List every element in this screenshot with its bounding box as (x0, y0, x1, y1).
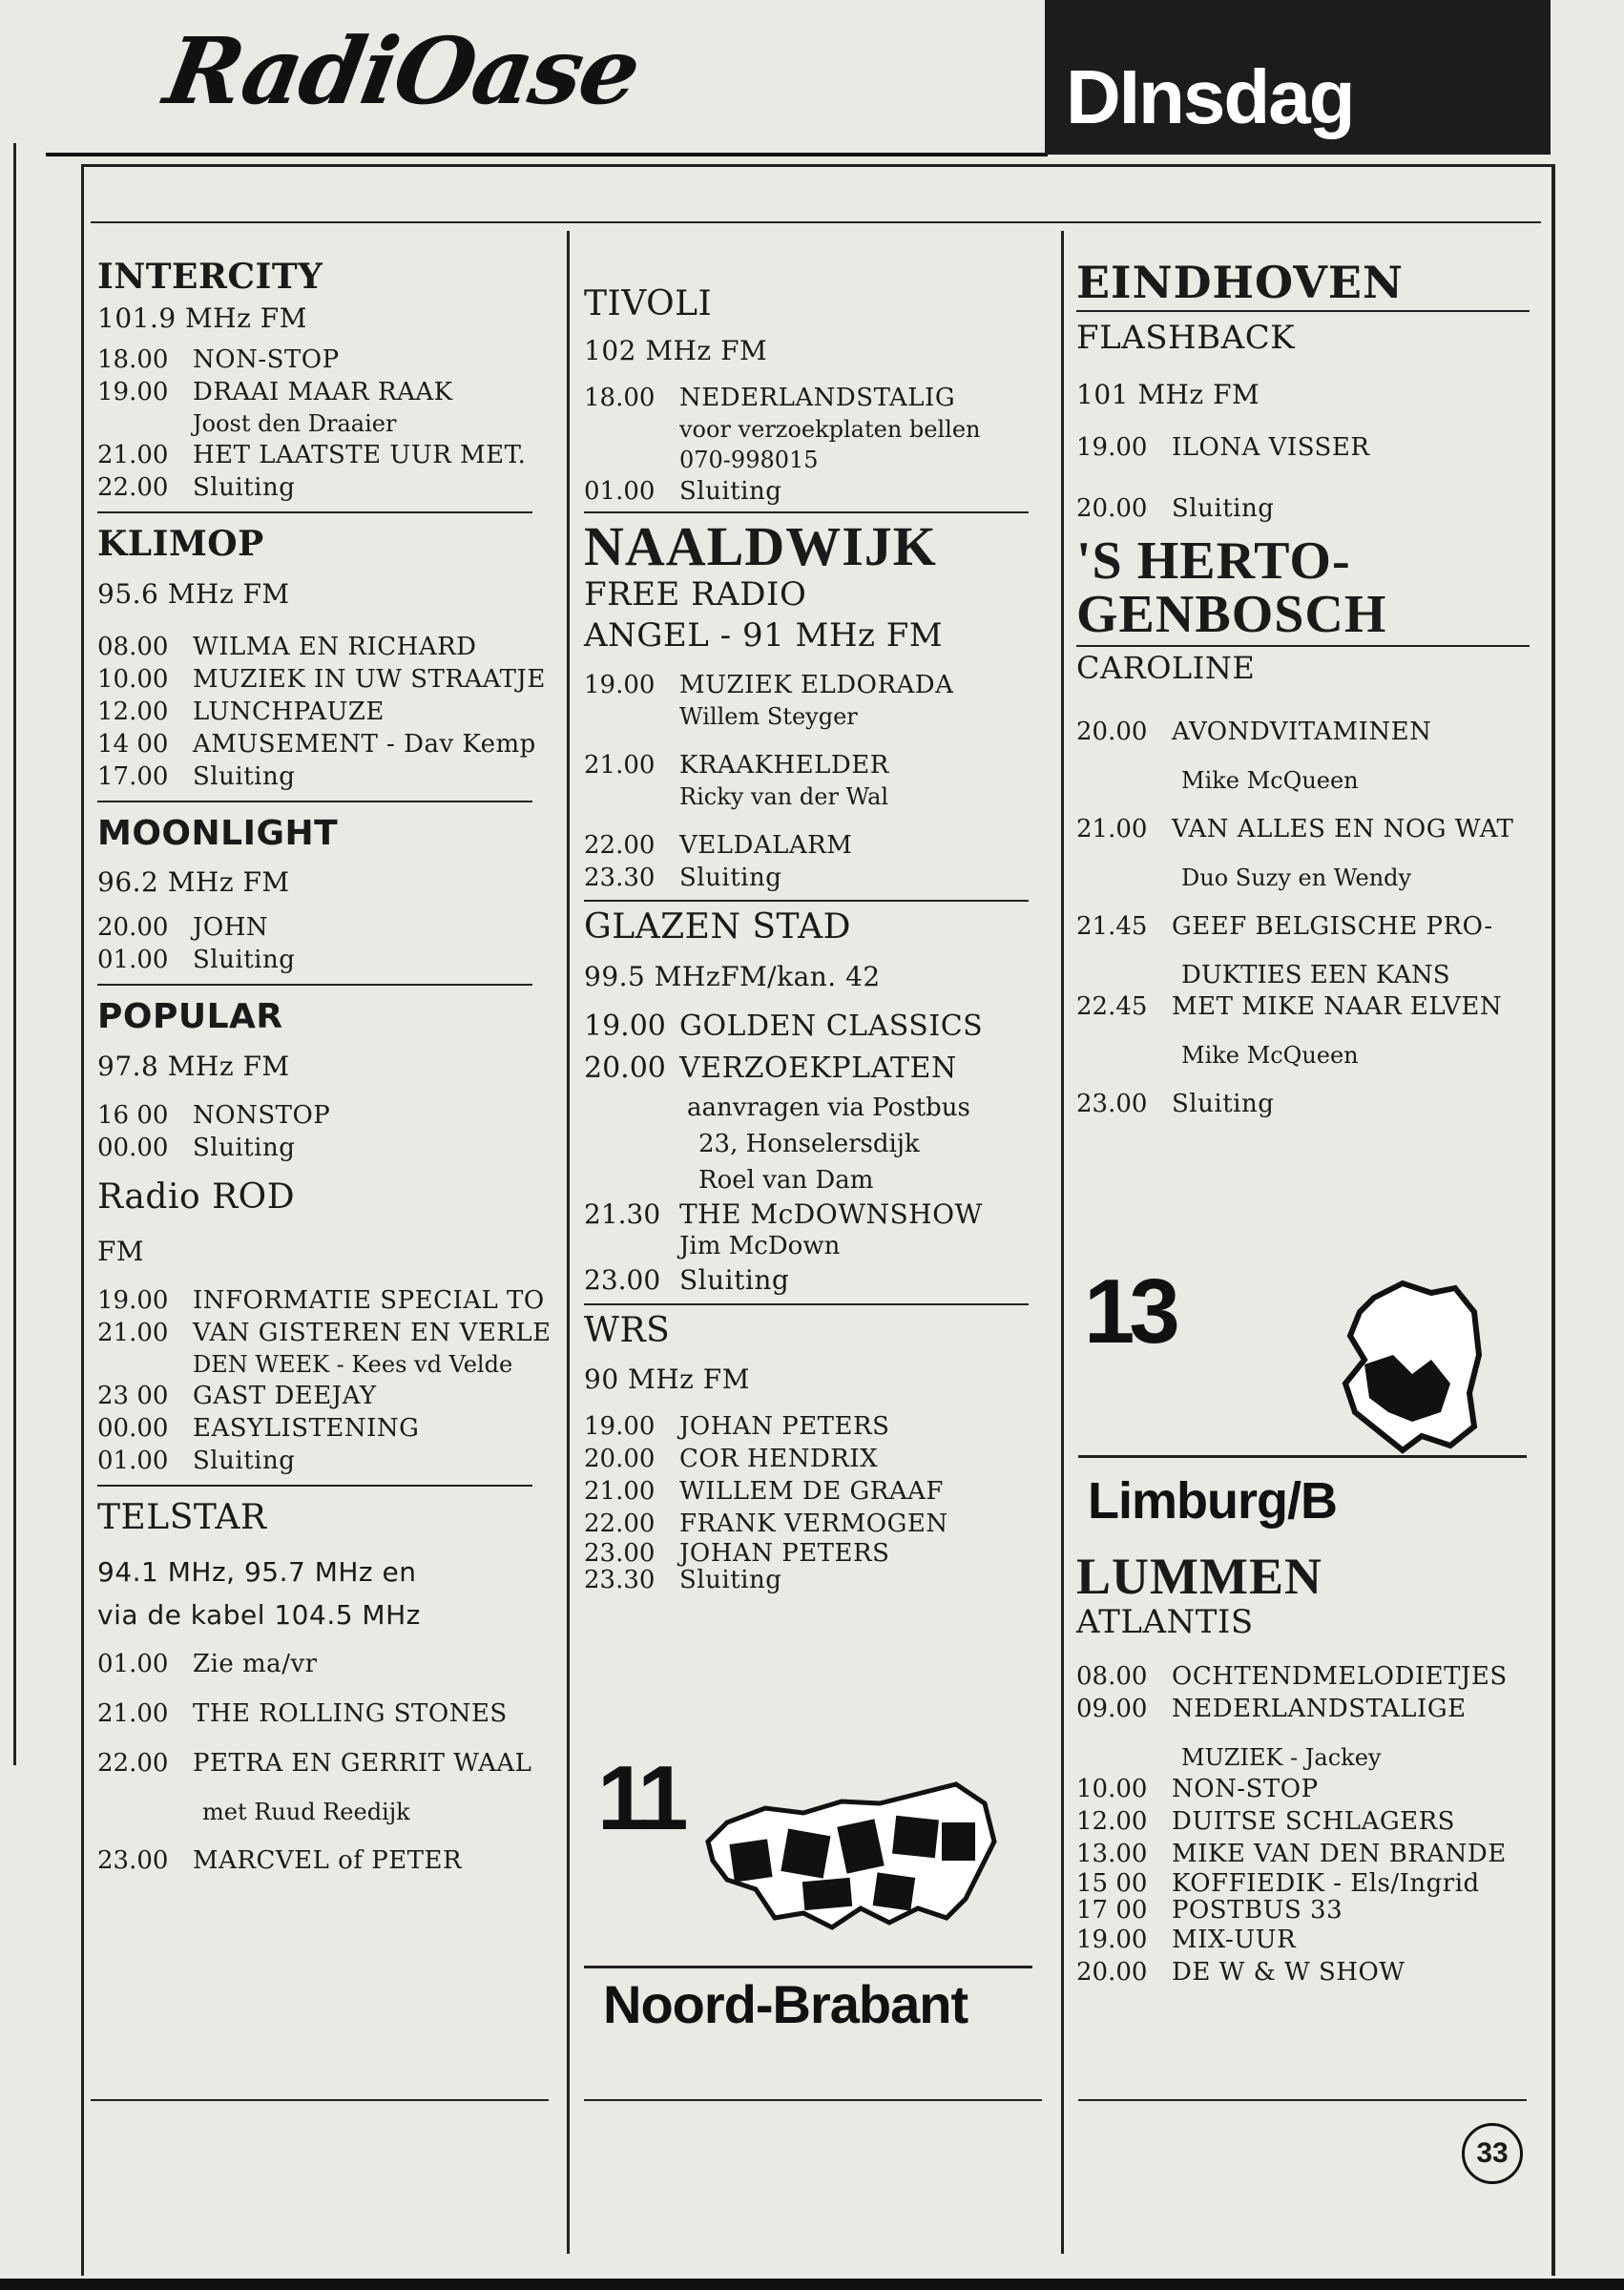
radiOase-logo: RadiOase (157, 17, 647, 125)
list-item (97, 1445, 555, 1477)
footer-rule-3 (1078, 2099, 1527, 2101)
list-item (584, 1261, 1051, 1300)
program: EASYLISTENING (193, 1413, 420, 1443)
spacer (1076, 845, 1553, 863)
list-item (97, 1380, 555, 1412)
station-klimop (97, 525, 555, 792)
region-rule (584, 1966, 1032, 1968)
list-item (1076, 492, 1553, 525)
time: 21.00 (1076, 815, 1148, 844)
day-banner (1045, 0, 1551, 155)
list-item (97, 911, 555, 944)
program: GOLDEN CLASSICS (679, 1009, 984, 1043)
station-name: Radio ROD (97, 1176, 296, 1217)
list-item (97, 1284, 555, 1317)
region-noord-brabant (584, 1746, 1032, 2032)
time: 20.00 (1076, 1957, 1148, 1987)
program: Sluiting (1172, 494, 1275, 524)
time: 21.30 (584, 1197, 661, 1230)
list-item (97, 1317, 555, 1349)
program: NON-STOP (1172, 1774, 1319, 1803)
frequency: 90 MHz FM (584, 1364, 750, 1396)
list-item (584, 862, 1051, 894)
divider (1076, 645, 1530, 647)
spacer (1076, 464, 1553, 492)
list-item (584, 382, 1051, 414)
region-number: 11 (597, 1747, 683, 1849)
program: GAST DEEJAY (193, 1381, 377, 1410)
list-item (584, 475, 1051, 508)
time: 21.00 (584, 751, 656, 781)
time: 22.00 (584, 1509, 656, 1539)
time: 01.00 (584, 477, 656, 507)
list-item (1076, 1956, 1553, 1988)
frequency: 95.6 MHz FM (97, 577, 290, 610)
program: COR HENDRIX (679, 1445, 879, 1474)
time: 14 00 (97, 729, 169, 759)
station-name: MOONLIGHT (97, 813, 339, 853)
time: 23.30 (584, 864, 656, 893)
station-tivoli (584, 284, 1051, 508)
list-item (1076, 1773, 1553, 1805)
time: 19.00 (584, 1009, 666, 1043)
list-item (97, 1844, 555, 1877)
spacer (97, 1780, 555, 1797)
program: NEDERLANDSTALIG (679, 384, 956, 413)
station-wrs (584, 1311, 1051, 1593)
presenter: Mike McQueen (1181, 767, 1359, 795)
divider (97, 984, 532, 986)
time: 01.00 (97, 1650, 169, 1679)
program: VAN ALLES EN NOG WAT (1172, 815, 1514, 844)
station-name: FREE RADIO (584, 575, 807, 614)
program: INFORMATIE SPECIAL TO (193, 1285, 545, 1315)
time: 17 00 (1076, 1895, 1148, 1925)
header-rule (46, 153, 1048, 156)
presenter: Ricky van der Wal (679, 783, 889, 811)
station-telstar (97, 1498, 555, 1877)
city-name: EINDHOVEN (1076, 257, 1405, 308)
list-item (97, 728, 555, 760)
list-item (97, 1412, 555, 1445)
program: JOHAN PETERS (679, 1539, 890, 1569)
station-name-frequency: ANGEL - 91 MHz FM (584, 615, 944, 655)
list-item (1076, 910, 1553, 943)
region-number: 13 (1084, 1260, 1175, 1363)
presenter: MUZIEK - Jackey (1181, 1743, 1382, 1771)
time: 21.00 (97, 441, 169, 470)
list-item (97, 376, 555, 408)
program: THE McDOWNSHOW (679, 1197, 983, 1230)
time: 19.00 (584, 671, 656, 700)
list-item (97, 760, 555, 793)
time: 15 00 (1076, 1868, 1148, 1898)
column-2 (584, 284, 1051, 1593)
program: Sluiting (679, 1263, 790, 1296)
program: Sluiting (193, 761, 296, 791)
spacer (584, 732, 1051, 749)
list-item (1076, 1924, 1553, 1956)
time: 21.00 (584, 1477, 656, 1507)
station-popular (97, 997, 555, 1163)
list-item (584, 1006, 1051, 1048)
time: 22.00 (584, 831, 656, 861)
divider (584, 900, 1029, 902)
program: THE ROLLING STONES (193, 1699, 508, 1729)
program: VAN GISTEREN EN VERLE (193, 1318, 552, 1347)
time: 12.00 (1076, 1806, 1148, 1836)
program: FRANK VERMOGEN (679, 1509, 948, 1539)
spacer (1076, 1725, 1553, 1742)
page-bottom-edge (0, 2279, 1624, 2290)
page-edge (0, 143, 16, 1765)
program: OCHTENDMELODIETJES (1172, 1661, 1508, 1691)
program: VELDALARM (679, 831, 853, 861)
time: 23.00 (97, 1846, 169, 1876)
city-name-line1: 'S HERTO- (1076, 531, 1351, 592)
time: 19.00 (97, 1285, 169, 1315)
region-rule (1078, 1455, 1527, 1458)
station-name: POPULAR (97, 997, 283, 1037)
city-name-line2: GENBOSCH (1076, 585, 1387, 645)
list-item (1076, 1870, 1553, 1897)
program: HET LAATSTE UUR MET. (193, 441, 527, 470)
frequency: 101 MHz FM (1076, 379, 1260, 411)
time: 20.00 (97, 913, 169, 943)
program: Sluiting (1172, 1090, 1275, 1119)
presenter: Willem Steyger (679, 703, 858, 731)
time: 22.00 (97, 473, 169, 503)
time: 22.45 (1076, 992, 1148, 1022)
program-continued: DUKTIES EEN KANS (1181, 961, 1450, 990)
list-item (97, 1747, 555, 1780)
program: MUZIEK ELDORADA (679, 671, 954, 700)
page-number: 33 (1462, 2123, 1523, 2184)
program: Zie ma/vr (193, 1650, 318, 1679)
frequency-cable: via de kabel 104.5 MHz (97, 1599, 421, 1632)
list-item (584, 829, 1051, 862)
time: 19.00 (1076, 433, 1148, 463)
city-name: NAALDWIJK (584, 515, 937, 578)
time: 21.00 (97, 1699, 169, 1729)
list-item (97, 471, 555, 504)
note: voor verzoekplaten bellen (679, 416, 981, 444)
station-name: WRS (584, 1310, 671, 1350)
program: LUNCHPAUZE (193, 697, 385, 726)
time: 23.30 (584, 1566, 656, 1595)
list-item (97, 944, 555, 976)
time: 20.00 (1076, 718, 1148, 747)
list-item (584, 1475, 1051, 1508)
time: 13.00 (1076, 1839, 1148, 1868)
time: 20.00 (584, 1051, 666, 1085)
time: 19.00 (584, 1412, 656, 1442)
region-name: Noord-Brabant (603, 1974, 968, 2034)
time: 23 00 (97, 1381, 169, 1410)
station-name: TELSTAR (97, 1497, 267, 1537)
list-item (584, 749, 1051, 781)
list-item (584, 1198, 1051, 1231)
list-item (1076, 990, 1553, 1023)
city-naaldwijk (584, 515, 1051, 894)
program: KRAAKHELDER (679, 751, 889, 781)
program: MIKE VAN DEN BRANDE (1172, 1839, 1507, 1868)
time: 22.00 (97, 1749, 169, 1779)
city-lummen (1076, 1548, 1553, 1988)
program: MIX-UUR (1172, 1925, 1297, 1954)
presenter: Jim McDown (679, 1231, 841, 1260)
program: KOFFIEDIK - Els/Ingrid (1172, 1868, 1480, 1898)
phone-number: 070-998015 (679, 447, 819, 474)
presenter: Mike McQueen (1181, 1042, 1359, 1070)
divider (1076, 310, 1530, 312)
time: 20.00 (584, 1445, 656, 1474)
program: POSTBUS 33 (1172, 1895, 1343, 1925)
address: 23, Honselersdijk (698, 1129, 920, 1158)
program: WILLEM DE GRAAF (679, 1477, 944, 1507)
city-name: LUMMEN (1076, 1548, 1322, 1605)
station-moonlight (97, 814, 555, 976)
region-limburg-b (1078, 1260, 1536, 1536)
program: Sluiting (679, 1566, 782, 1595)
station-glazen-stad (584, 907, 1051, 1299)
divider (97, 1485, 532, 1487)
program: ILONA VISSER (1172, 433, 1370, 463)
spacer (1076, 943, 1553, 960)
station-name: GLAZEN STAD (584, 907, 851, 947)
time: 16 00 (97, 1100, 169, 1130)
list-item (97, 439, 555, 471)
time: 18.00 (584, 384, 656, 413)
region-name: Limburg/B (1088, 1472, 1337, 1530)
time: 08.00 (97, 632, 169, 661)
station-name: KLIMOP (97, 524, 264, 565)
time: 08.00 (1076, 1661, 1148, 1691)
spacer (1076, 748, 1553, 765)
city-s-hertogenbosch (1076, 531, 1553, 1120)
top-rule (91, 221, 1541, 223)
program: JOHN (193, 913, 269, 943)
frequency: 96.2 MHz FM (97, 866, 290, 899)
time: 20.00 (1076, 494, 1148, 524)
column-3 (1076, 258, 1553, 1120)
list-item (584, 1443, 1051, 1475)
program: PETRA EN GERRIT WAAL (193, 1749, 532, 1779)
program: VERZOEKPLATEN (679, 1051, 957, 1085)
program: NONSTOP (193, 1100, 331, 1130)
spacer (1076, 687, 1553, 716)
presenter: Roel van Dam (698, 1165, 874, 1195)
list-item (1076, 813, 1553, 845)
station-name: ATLANTIS (1076, 1603, 1254, 1641)
program: DRAAI MAAR RAAK (193, 378, 453, 407)
spacer (1076, 1071, 1553, 1088)
presenter: met Ruud Reedijk (202, 1799, 410, 1826)
time: 23.00 (584, 1263, 661, 1296)
spacer (97, 1680, 555, 1697)
spacer (97, 1827, 555, 1844)
station-name: CAROLINE (1076, 650, 1256, 687)
program: MUZIEK IN UW STRAATJE (193, 664, 546, 694)
list-item (1076, 1838, 1553, 1870)
time: 19.00 (97, 378, 169, 407)
station-name: TIVOLI (584, 284, 713, 323)
note: aanvragen via Postbus (687, 1093, 970, 1122)
footer-rule-2 (584, 2099, 1042, 2101)
city-eindhoven (1076, 258, 1553, 525)
program: Sluiting (193, 473, 296, 503)
noord-brabant-map-icon (689, 1765, 1004, 1956)
spacer (1076, 893, 1553, 910)
list-item (1076, 1088, 1553, 1120)
frequency: FM (97, 1235, 145, 1267)
presenter: DEN WEEK - Kees vd Velde (193, 1350, 513, 1378)
time: 17.00 (97, 761, 169, 791)
list-item (584, 1410, 1051, 1443)
spacer (1076, 1023, 1553, 1040)
time: 10.00 (1076, 1774, 1148, 1803)
time: 00.00 (97, 1413, 169, 1443)
column-divider-2 (1061, 231, 1064, 2254)
divider (97, 801, 532, 802)
program: AMUSEMENT - Dav Kemp (193, 729, 536, 759)
presenter: Duo Suzy en Wendy (1181, 864, 1412, 892)
divider (584, 1303, 1029, 1305)
program: Sluiting (193, 946, 296, 975)
frequency: 101.9 MHz FM (97, 302, 307, 335)
day-label: DInsdag (1066, 54, 1354, 139)
list-item (97, 1099, 555, 1132)
station-name: FLASHBACK (1076, 318, 1296, 357)
station-name: INTERCITY (97, 257, 323, 297)
station-radio-rod (97, 1177, 555, 1477)
divider (97, 511, 532, 513)
program: Sluiting (679, 864, 782, 893)
time: 19.00 (1076, 1925, 1148, 1954)
presenter: Joost den Draaier (193, 410, 397, 438)
time: 21.45 (1076, 912, 1148, 942)
list-item (1076, 1660, 1553, 1693)
time: 12.00 (97, 697, 169, 726)
list-item (1076, 1805, 1553, 1838)
time: 09.00 (1076, 1694, 1148, 1723)
list-item (97, 663, 555, 696)
time: 01.00 (97, 946, 169, 975)
time: 21.00 (97, 1318, 169, 1347)
list-item (97, 344, 555, 376)
list-item (584, 1540, 1051, 1567)
frequency: 99.5 MHzFM/kan. 42 (584, 960, 881, 992)
program: NEDERLANDSTALIGE (1172, 1694, 1467, 1723)
program: Sluiting (679, 477, 782, 507)
list-item (584, 1048, 1051, 1090)
list-item (1076, 1693, 1553, 1725)
time: 01.00 (97, 1446, 169, 1475)
list-item (1076, 431, 1553, 464)
limburg-map-icon (1336, 1269, 1489, 1460)
list-item (97, 1132, 555, 1164)
list-item (97, 1648, 555, 1680)
frequency: 97.8 MHz FM (97, 1050, 290, 1082)
list-item (1076, 716, 1553, 748)
time: 00.00 (97, 1133, 169, 1162)
program: JOHAN PETERS (679, 1412, 890, 1442)
list-item (584, 1508, 1051, 1540)
list-item (584, 1567, 1051, 1593)
time: 23.00 (584, 1539, 656, 1569)
program: Sluiting (193, 1446, 296, 1475)
column-divider-1 (567, 231, 570, 2254)
frequency: 102 MHz FM (584, 335, 768, 367)
list-item (584, 669, 1051, 701)
program: DE W & W SHOW (1172, 1957, 1405, 1987)
program: GEEF BELGISCHE PRO- (1172, 912, 1493, 942)
footer-rule-1 (91, 2099, 549, 2101)
list-item (1076, 1897, 1553, 1924)
frequency: 94.1 MHz, 95.7 MHz en (97, 1556, 417, 1589)
spacer (1076, 796, 1553, 813)
spacer (584, 812, 1051, 829)
program: AVONDVITAMINEN (1172, 718, 1432, 747)
program: MARCVEL of PETER (193, 1846, 463, 1876)
program: MET MIKE NAAR ELVEN (1172, 992, 1503, 1022)
program: DUITSE SCHLAGERS (1172, 1806, 1455, 1836)
divider (584, 511, 1029, 513)
list-item (97, 631, 555, 663)
station-intercity (97, 258, 555, 504)
time: 10.00 (97, 664, 169, 694)
program: Sluiting (193, 1133, 296, 1162)
spacer (97, 1730, 555, 1747)
list-item (97, 696, 555, 728)
program: NON-STOP (193, 345, 340, 375)
column-1 (97, 258, 555, 1877)
time: 18.00 (97, 345, 169, 375)
list-item (97, 1697, 555, 1730)
time: 23.00 (1076, 1090, 1148, 1119)
program: WILMA EN RICHARD (193, 632, 477, 661)
